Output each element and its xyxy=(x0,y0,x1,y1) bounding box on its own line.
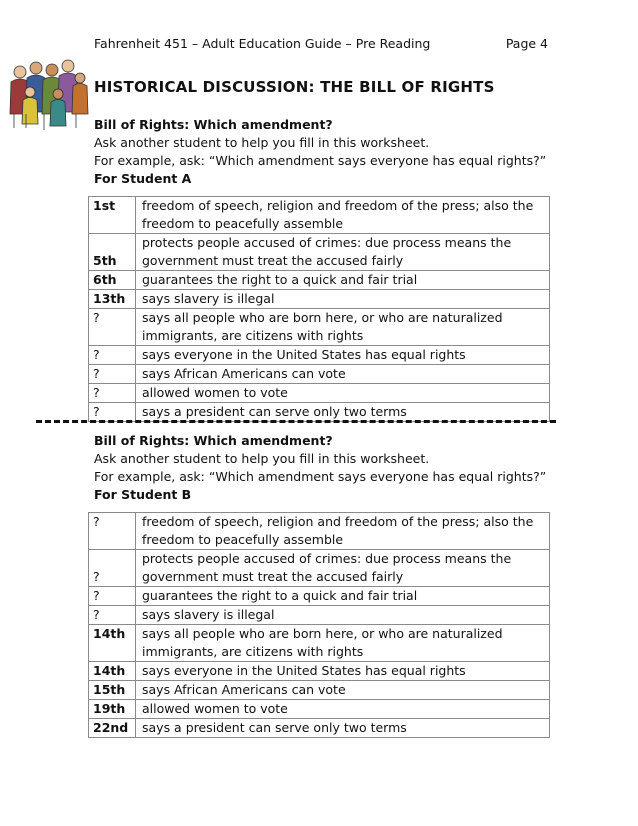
amendment-description: guarantees the right to a quick and fair trial xyxy=(136,271,550,290)
amendment-description: freedom of speech, religion and freedom of the press; also the freedom to peacefully assemble xyxy=(136,513,550,550)
student-label: For Student B xyxy=(94,487,192,502)
table-row xyxy=(89,309,550,346)
student-label: For Student A xyxy=(94,171,192,186)
amendment-number: ? xyxy=(89,606,136,625)
amendment-description: protects people accused of crimes: due process means the government must treat the accused fairly xyxy=(136,234,550,271)
amendment-description: says slavery is illegal xyxy=(136,606,550,625)
table-row xyxy=(89,662,550,681)
student-b-instructions xyxy=(94,432,546,504)
example-line: For example, ask: “Which amendment says everyone has equal rights?” xyxy=(94,153,547,168)
amendment-description: says all people who are born here, or who are naturalized immigrants, are citizens with rights xyxy=(136,309,550,346)
student-b-table xyxy=(88,512,550,738)
amendment-number: ? xyxy=(89,365,136,384)
amendment-number: ? xyxy=(89,309,136,346)
section-heading: Bill of Rights: Which amendment? xyxy=(94,433,333,448)
amendment-number: 13th xyxy=(89,290,136,309)
table-row xyxy=(89,365,550,384)
amendment-description: says slavery is illegal xyxy=(136,290,550,309)
amendment-description: says everyone in the United States has equal rights xyxy=(136,346,550,365)
amendment-description: says all people who are born here, or who are naturalized immigrants, are citizens with rights xyxy=(136,625,550,662)
amendment-number: 6th xyxy=(89,271,136,290)
student-a-table xyxy=(88,196,550,422)
table-row xyxy=(89,384,550,403)
page-title: HISTORICAL DISCUSSION: THE BILL OF RIGHTS xyxy=(94,78,495,96)
table-row xyxy=(89,625,550,662)
table-row xyxy=(89,587,550,606)
header-title: Fahrenheit 451 – Adult Education Guide – Pre Reading xyxy=(94,36,431,51)
amendment-description: freedom of speech, religion and freedom of the press; also the freedom to peacefully assemble xyxy=(136,197,550,234)
table-row xyxy=(89,513,550,550)
amendment-description: allowed women to vote xyxy=(136,384,550,403)
group-of-people-clipart-icon xyxy=(6,52,90,132)
amendment-number: ? xyxy=(89,384,136,403)
table-row xyxy=(89,700,550,719)
amendment-description: says everyone in the United States has equal rights xyxy=(136,662,550,681)
table-row xyxy=(89,550,550,587)
table-row xyxy=(89,346,550,365)
table-row xyxy=(89,290,550,309)
amendment-number: ? xyxy=(89,513,136,550)
student-a-instructions xyxy=(94,116,546,188)
amendment-description: says a president can serve only two terms xyxy=(136,719,550,738)
amendment-number: 14th xyxy=(89,625,136,662)
table-row xyxy=(89,681,550,700)
instruction-line: Ask another student to help you fill in this worksheet. xyxy=(94,451,430,466)
amendment-number: ? xyxy=(89,403,136,422)
table-row xyxy=(89,197,550,234)
section-heading: Bill of Rights: Which amendment? xyxy=(94,117,333,132)
page-number: Page 4 xyxy=(505,36,548,51)
amendment-number: 15th xyxy=(89,681,136,700)
amendment-number: 19th xyxy=(89,700,136,719)
amendment-description: guarantees the right to a quick and fair trial xyxy=(136,587,550,606)
amendment-description: allowed women to vote xyxy=(136,700,550,719)
cut-line-divider xyxy=(36,420,556,423)
table-row xyxy=(89,271,550,290)
amendment-description: protects people accused of crimes: due process means the government must treat the accused fairly xyxy=(136,550,550,587)
amendment-number: 22nd xyxy=(89,719,136,738)
amendment-number: ? xyxy=(89,587,136,606)
example-line: For example, ask: “Which amendment says everyone has equal rights?” xyxy=(94,469,547,484)
table-row xyxy=(89,403,550,422)
amendment-description: says African Americans can vote xyxy=(136,681,550,700)
page-header xyxy=(94,36,548,54)
amendment-number: ? xyxy=(89,550,136,587)
amendment-description: says African Americans can vote xyxy=(136,365,550,384)
table-row xyxy=(89,719,550,738)
amendment-number: 1st xyxy=(89,197,136,234)
instruction-line: Ask another student to help you fill in this worksheet. xyxy=(94,135,430,150)
table-row xyxy=(89,606,550,625)
amendment-number: 5th xyxy=(89,234,136,271)
table-row xyxy=(89,234,550,271)
amendment-number: ? xyxy=(89,346,136,365)
amendment-description: says a president can serve only two terms xyxy=(136,403,550,422)
amendment-number: 14th xyxy=(89,662,136,681)
